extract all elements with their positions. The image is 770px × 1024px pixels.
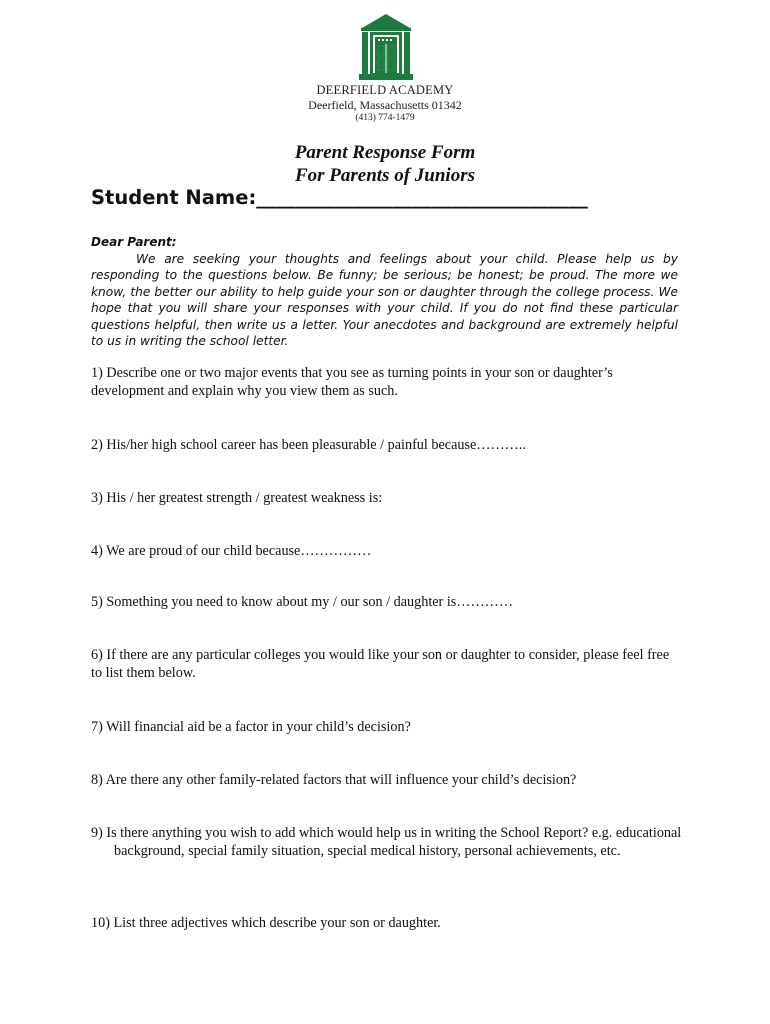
question-1: 1) Describe one or two major events that you see as turning points in your son or daughter’s development and explain why you view them as such. [91, 365, 613, 399]
school-phone: (413) 774-1479 [355, 113, 415, 123]
salutation: Dear Parent: [91, 235, 177, 249]
school-address: Deerfield, Massachusetts 01342 [308, 98, 462, 112]
question-3: 3) His / her greatest strength / greatest weakness is: [91, 490, 383, 506]
student-name-field[interactable]: Student Name:__________________________________ [91, 186, 588, 209]
question-10: 10) List three adjectives which describe your son or daughter. [91, 915, 441, 931]
question-9: 9) Is there anything you wish to add which would help us in writing the School Report? e.g. educational background, special family situation, special medical history, personal achievements, etc. [91, 825, 682, 859]
intro-paragraph: We are seeking your thoughts and feelings about your child. Please help us by responding to the questions below. Be funny; be serious; be honest; be proud. The more we know, the better our ability to help guide your son or daughter through the college process. We hope that you will share your responses with your child. If you do not find these particular questions helpful, then write us a letter. Your anecdotes and background are extremely helpful to us in writing the school letter. [91, 252, 678, 349]
school-logo [359, 14, 413, 80]
question-4: 4) We are proud of our child because…………… [91, 543, 372, 559]
question-5: 5) Something you need to know about my / our son / daughter is………… [91, 594, 514, 610]
form-title: Parent Response Form [294, 142, 476, 163]
question-8: 8) Are there any other family-related factors that will influence your child’s decision? [91, 772, 577, 788]
question-7: 7) Will financial aid be a factor in your child’s decision? [91, 719, 411, 735]
question-2: 2) His/her high school career has been pleasurable / painful because……….. [91, 437, 526, 453]
school-name: DEERFIELD ACADEMY [316, 83, 454, 97]
building-doorway-logo-icon [359, 14, 413, 80]
question-6: 6) If there are any particular colleges you would like your son or daughter to consider, please feel free to list them below. [91, 647, 670, 681]
form-subtitle: For Parents of Juniors [294, 165, 476, 186]
